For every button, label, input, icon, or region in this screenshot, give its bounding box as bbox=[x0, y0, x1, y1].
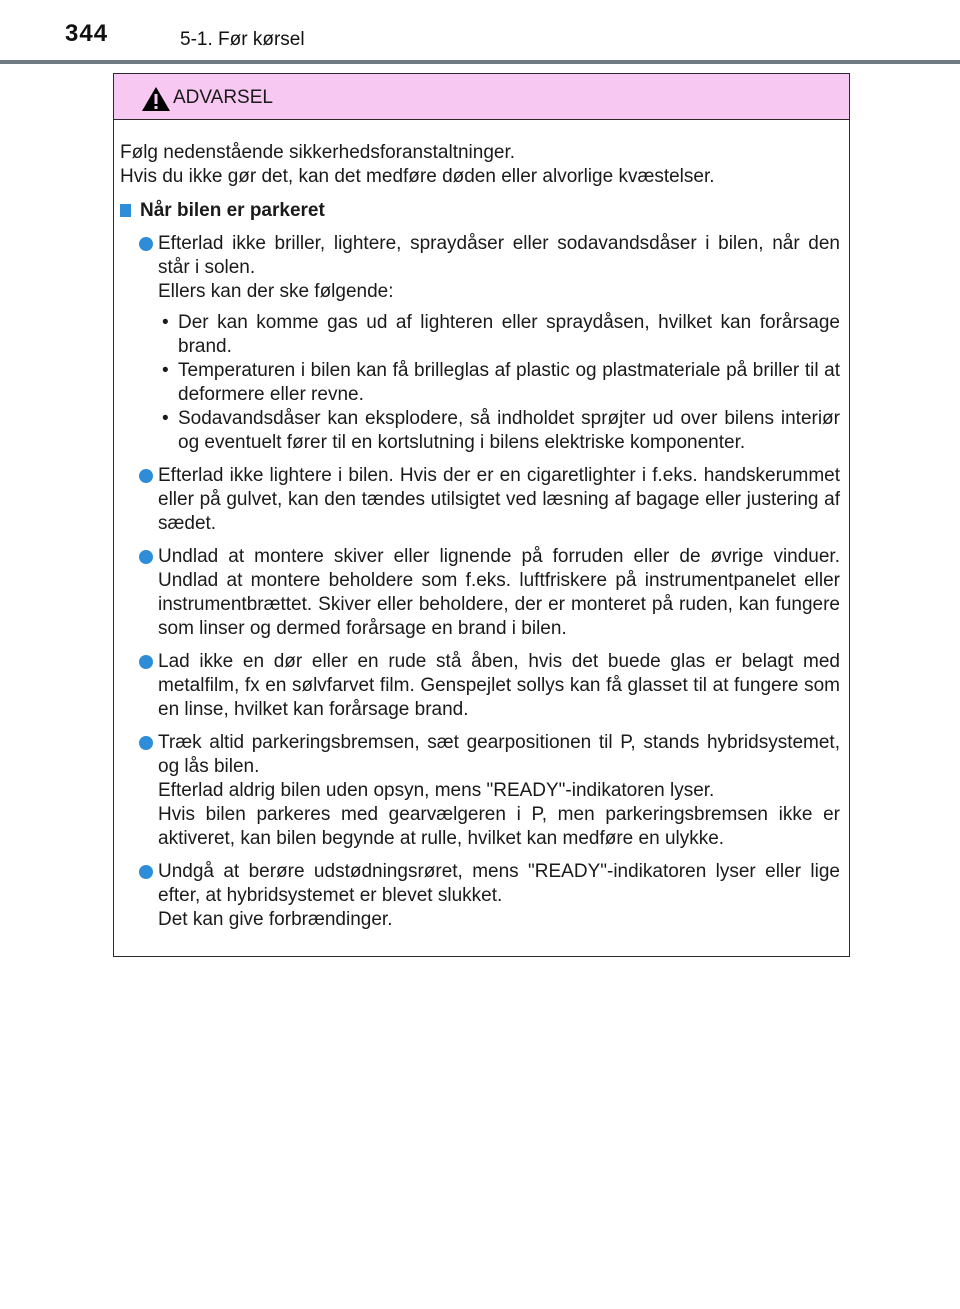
intro-line: Følg nedenstående sikkerhedsforanstaltninger. bbox=[120, 142, 516, 163]
item-text: Efterlad aldrig bilen uden opsyn, mens "READY"-indikatoren lyser. bbox=[158, 780, 715, 801]
item-text: Lad ikke en dør eller en rude stå åben, hvis det buede glas er belagt med metalfilm, fx en sølvfarvet film. Genspejlet sollys kan få glasset til at fungere som en linse, hvilket kan forårsage brand. bbox=[158, 651, 840, 720]
bullet-dot-icon bbox=[139, 469, 153, 483]
list-item bbox=[120, 731, 840, 851]
bullet-dot-icon bbox=[139, 736, 153, 750]
item-text: Efterlad ikke lightere i bilen. Hvis der er en cigaretlighter i f.eks. handskerummet eller på gulvet, kan den tændes utilsigtet ved læsning af bagage eller justering af sædet. bbox=[158, 465, 840, 534]
sub-bullet-icon: • bbox=[162, 408, 169, 429]
sub-bullet-icon: • bbox=[162, 360, 169, 381]
intro-line: Hvis du ikke gør det, kan det medføre døden eller alvorlige kvæstelser. bbox=[120, 166, 715, 187]
sub-list-item bbox=[158, 359, 840, 407]
warning-box bbox=[113, 73, 850, 957]
item-text: Undgå at berøre udstødningsrøret, mens "READY"-indikatoren lyser eller lige efter, at hybridsystemet er blevet slukket. bbox=[158, 861, 840, 906]
item-text: Det kan give forbrændinger. bbox=[158, 909, 393, 930]
sub-item-text: Der kan komme gas ud af lighteren eller spraydåsen, hvilket kan forårsage brand. bbox=[178, 312, 840, 357]
bullet-dot-icon bbox=[139, 237, 153, 251]
section-title: 5-1. Før kørsel bbox=[180, 29, 305, 50]
header-divider bbox=[0, 60, 960, 64]
square-bullet-icon bbox=[120, 204, 131, 217]
subheading bbox=[120, 199, 840, 223]
page-number: 344 bbox=[65, 20, 109, 47]
list-item bbox=[120, 650, 840, 722]
warning-triangle-icon bbox=[141, 86, 171, 112]
item-text: Træk altid parkeringsbremsen, sæt gearpositionen til P, stands hybridsystemet, og lås bilen. bbox=[158, 732, 840, 777]
list-item bbox=[120, 545, 840, 641]
warning-intro bbox=[120, 141, 840, 189]
sub-item-text: Sodavandsdåser kan eksplodere, så indholdet sprøjter ud over bilens interiør og eventuelt fører til en kortslutning i bilens elektriske komponenter. bbox=[178, 408, 840, 453]
warning-body bbox=[114, 120, 849, 932]
warning-header bbox=[114, 74, 849, 120]
warning-title: ADVARSEL bbox=[173, 87, 273, 108]
bullet-dot-icon bbox=[139, 865, 153, 879]
sub-item-text: Temperaturen i bilen kan få brilleglas af plastic og plastmateriale på briller til at deformere eller revne. bbox=[178, 360, 840, 405]
item-text: Efterlad ikke briller, lightere, spraydåser eller sodavandsdåser i bilen, når den står i solen. bbox=[158, 233, 840, 278]
list-item bbox=[120, 860, 840, 932]
bullet-dot-icon bbox=[139, 655, 153, 669]
list-item bbox=[120, 232, 840, 455]
bullet-dot-icon bbox=[139, 550, 153, 564]
sub-bullet-icon: • bbox=[162, 312, 169, 333]
sub-list-item bbox=[158, 407, 840, 455]
item-text: Undlad at montere skiver eller lignende på forruden eller de øvrige vinduer. Undlad at montere beholdere som f.eks. luftfriskere på instrumentpanelet eller instrumentbrættet. Skiver eller beholdere, der er monteret på ruden, kan fungere som linser og dermed forårsage en brand i bilen. bbox=[158, 546, 840, 639]
sub-list bbox=[158, 311, 840, 455]
item-text: Hvis bilen parkeres med gearvælgeren i P, men parkeringsbremsen ikke er aktiveret, kan bilen begynde at rulle, hvilket kan medføre en ulykke. bbox=[158, 804, 840, 849]
sub-list-item bbox=[158, 311, 840, 359]
subheading-text: Når bilen er parkeret bbox=[140, 200, 325, 221]
item-text: Ellers kan der ske følgende: bbox=[158, 281, 394, 302]
list-item bbox=[120, 464, 840, 536]
